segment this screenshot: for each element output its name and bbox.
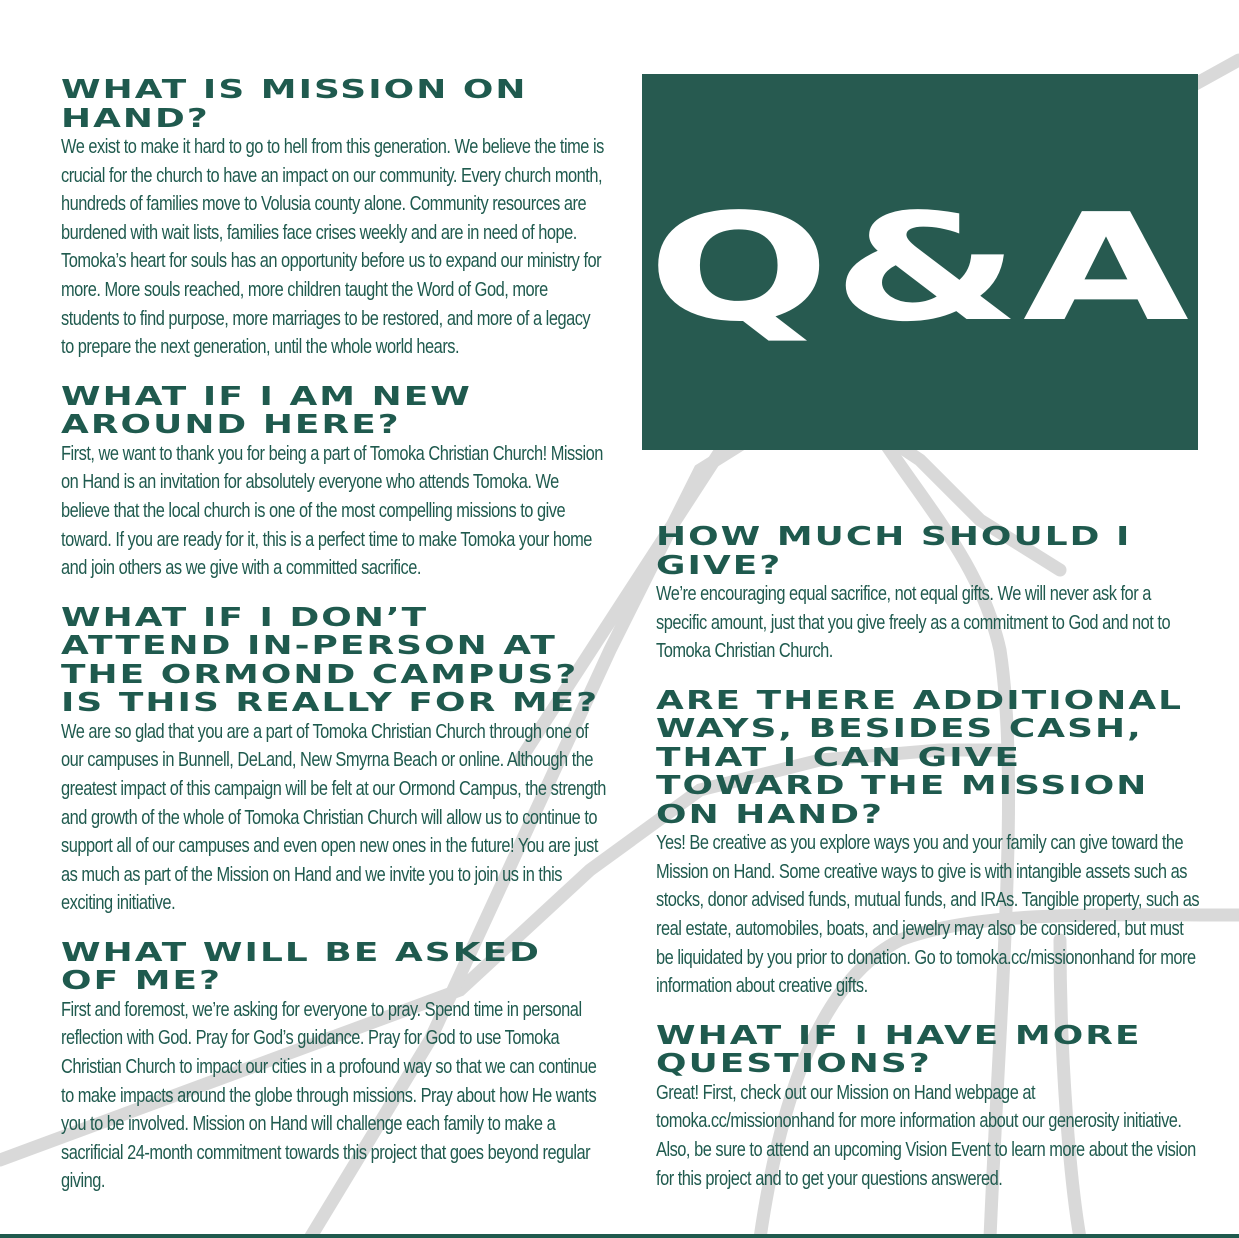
faq-question: WHAT IF I DON’T ATTEND IN-PERSON AT THE ORMOND CAMPUS? IS THIS REALLY FOR ME? [61,602,600,719]
faq-item-how-much-give [656,523,1201,666]
faq-item-what-is-mission [61,76,606,362]
bottom-rule [0,1234,1239,1238]
faq-answer: First and foremost, we’re asking for everyone to pray. Spend time in personal reflection with God. Pray for God’s guidance. Pray for God to use Tomoka Christian Church to impact our cities in a profound way so that we can continue to make impacts around the globe through missions. Pray about how He wants you to be involved. Mission on Hand will challenge each family to make a sacrificial 24-month commitment towards this project that goes beyond regular giving. [61,998,597,1193]
faq-question: WHAT IF I AM NEW AROUND HERE? [61,381,472,441]
left-column [61,76,606,1196]
faq-answer: First, we want to thank you for being a part of Tomoka Christian Church! Mission on Hand is an invitation for absolutely everyone who attends Tomoka. We believe that the local church is one of the most compelling missions to give toward. If you are ready for it, this is a perfect time to make Tomoka your home and join others as we give with a committed sacrifice. [61,442,603,580]
faq-answer: We are so glad that you are a part of Tomoka Christian Church through one of our campuses in Bunnell, DeLand, New Smyrna Beach or online. Although the greatest impact of this campaign will be felt at our Ormond Campus, the strength and growth of the whole of Tomoka Christian Church will allow us to continue to support all of our campuses and even open new ones in the future! You are just as much as part of the Mission on Hand and we invite you to join us in this exciting initiative. [61,720,606,915]
qa-hero-box [642,74,1198,450]
faq-item-ormond-campus [61,604,606,918]
faq-item-asked-of-me [61,939,606,1196]
faq-answer: We exist to make it hard to go to hell from this generation. We believe the time is crucial for the church to have an impact on our community. Every church month, hundreds of families move to Volusia county alone. Community resources are burdened with wait lists, families face crises weekly and are in need of hope. Tomoka’s heart for souls has an opportunity before us to expand our ministry for more. More souls reached, more children taught the Word of God, more students to find purpose, more marriages to be restored, and more of a legacy to prepare the next generation, until the whole world hears. [61,136,604,359]
faq-item-new-around-here [61,383,606,583]
faq-item-additional-ways [656,687,1201,1001]
faq-answer: Great! First, check out our Mission on Hand webpage at tomoka.cc/missiononhand for more information about our generosity initiative. Also, be sure to attend an upcoming Vision Event to learn more about the vision for this project and to get your questions answered. [656,1081,1196,1190]
faq-question: ARE THERE ADDITIONAL WAYS, BESIDES CASH, THAT I CAN GIVE TOWARD THE MISSION ON HAND? [656,685,1184,830]
faq-answer: We’re encouraging equal sacrifice, not equal gifts. We will never ask for a specific amount, just that you give freely as a commitment to God and not to Tomoka Christian Church. [656,583,1171,663]
qa-title: Q&A [647,182,1193,354]
faq-question: WHAT IS MISSION ON HAND? [61,75,528,134]
faq-answer: Yes! Be creative as you explore ways you and your family can give toward the Mission on Hand. Some creative ways to give is with intangible assets such as stocks, donor advised funds, mutual funds, and IRAs. Tangible property, such as real estate, automobiles, boats, and jewelry may also be considered, but must be liquidated by you prior to donation. Go to tomoka.cc/missiononhand for more information about creative gifts. [656,832,1200,998]
faq-question: WHAT WILL BE ASKED OF ME? [61,937,542,997]
faq-question: WHAT IF I HAVE MORE QUESTIONS? [656,1020,1142,1080]
right-column [656,523,1201,1193]
faq-question: HOW MUCH SHOULD I GIVE? [656,522,1132,581]
faq-item-more-questions [656,1022,1201,1193]
